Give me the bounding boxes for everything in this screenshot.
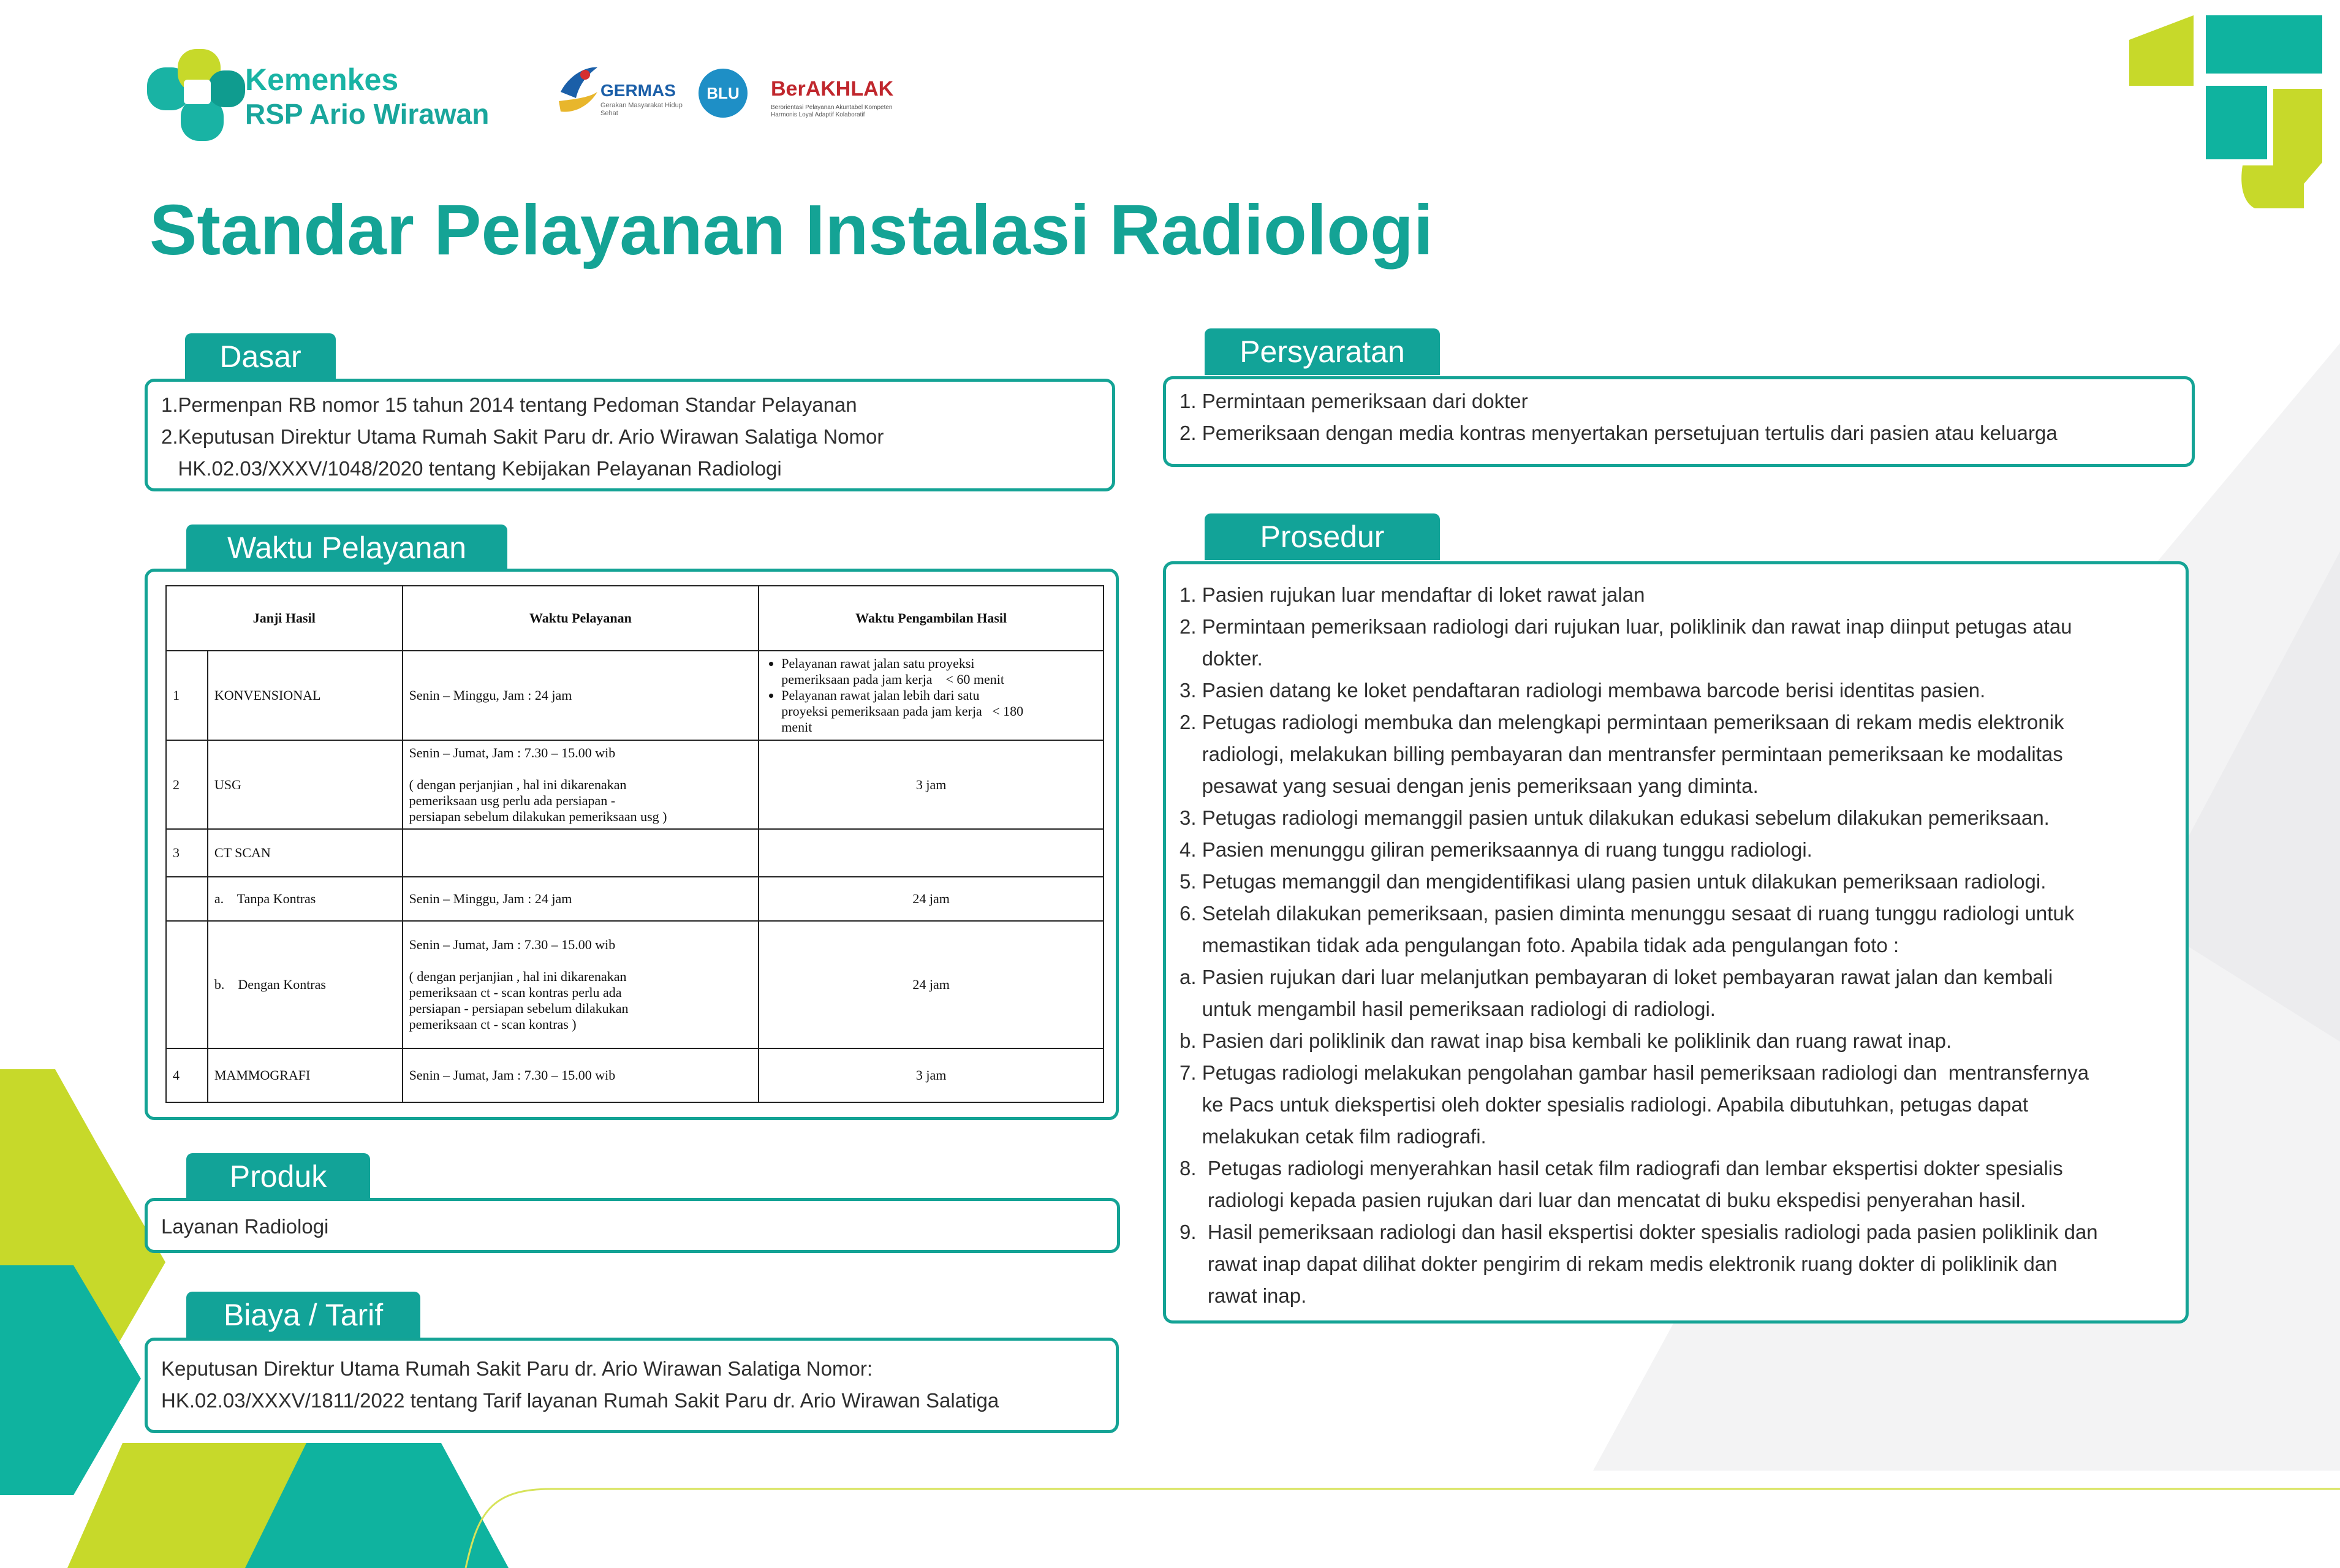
germas-tagline: Gerakan Masyarakat Hidup Sehat	[600, 102, 683, 117]
dasar-line: 2.Keputusan Direktur Utama Rumah Sakit Paru dr. Ario Wirawan Salatiga Nomor	[161, 425, 884, 448]
biaya-text	[161, 1353, 999, 1417]
row-name: a. Tanpa Kontras	[208, 877, 403, 921]
produk-text: Layanan Radiologi	[161, 1215, 329, 1238]
teal-diagonal	[2206, 86, 2267, 159]
row-name: MAMMOGRAFI	[208, 1048, 403, 1102]
kemenkes-logo-mark	[147, 49, 245, 141]
row-name: USG	[208, 740, 403, 829]
row-number: 3	[166, 829, 208, 877]
persyaratan-tab: Persyaratan	[1205, 328, 1440, 375]
table-row	[166, 921, 1104, 1048]
row-hasil: 3 jam	[759, 1048, 1104, 1102]
blu-logo	[699, 69, 748, 118]
row-number	[166, 921, 208, 1048]
prosedur-line: a. Pasien rujukan dari luar melanjutkan pembayaran di loket pembayaran rawat jalan dan kembali	[1179, 966, 2053, 988]
table-row	[166, 829, 1104, 877]
prosedur-line: 3. Petugas radiologi memanggil pasien untuk dilakukan edukasi sebelum dilakukan pemeriksaan.	[1179, 806, 2050, 829]
row-waktu: Senin – Minggu, Jam : 24 jam	[403, 877, 759, 921]
prosedur-line: 6. Setelah dilakukan pemeriksaan, pasien diminta menunggu sesaat di ruang tunggu radiologi untuk	[1179, 902, 2075, 925]
waktu-table	[165, 585, 1104, 1103]
row-name: b. Dengan Kontras	[208, 921, 403, 1048]
produk-tab: Produk	[186, 1153, 370, 1200]
header-janji-hasil: Janji Hasil	[166, 586, 403, 651]
table-row	[166, 651, 1104, 740]
lime-leaf-bottom	[2241, 165, 2304, 208]
prosedur-line: rawat inap dapat dilihat dokter pengirim di rekam medis elektronik ruang dokter di poliklinik dan	[1179, 1252, 2058, 1275]
dasar-line: HK.02.03/XXXV/1048/2020 tentang Kebijakan Pelayanan Radiologi	[161, 457, 782, 480]
produk-box	[145, 1198, 1120, 1253]
brand-name: Kemenkes	[245, 62, 399, 97]
table-header-row	[166, 586, 1104, 651]
row-waktu: Senin – Jumat, Jam : 7.30 – 15.00 wib	[403, 1048, 759, 1102]
dasar-line: 1.Permenpan RB nomor 15 tahun 2014 tentang Pedoman Standar Pelayanan	[161, 393, 857, 416]
prosedur-line: 2. Permintaan pemeriksaan radiologi dari rujukan luar, poliklinik dan rawat inap diinput petugas atau	[1179, 615, 2072, 638]
row-waktu: Senin – Jumat, Jam : 7.30 – 15.00 wib ( dengan perjanjian , hal ini dikarenakan pemeriksaan ct - scan kontras perlu ada persiapan - persiapan sebelum dilakukan pemeriksaan ct - scan kontras )	[403, 921, 759, 1048]
row-waktu: Senin – Minggu, Jam : 24 jam	[403, 651, 759, 740]
prosedur-line: untuk mengambil hasil pemeriksaan radiologi di radiologi.	[1179, 998, 1716, 1020]
row-name: KONVENSIONAL	[208, 651, 403, 740]
prosedur-line: b. Pasien dari poliklinik dan rawat inap bisa kembali ke poliklinik dan ruang rawat inap.	[1179, 1029, 1952, 1052]
prosedur-line: 4. Pasien menunggu giliran pemeriksaannya di ruang tunggu radiologi.	[1179, 838, 1812, 861]
row-number: 1	[166, 651, 208, 740]
prosedur-line: 7. Petugas radiologi melakukan pengolahan gambar hasil pemeriksaan radiologi dan mentransfernya	[1179, 1061, 2089, 1084]
table-row	[166, 1048, 1104, 1102]
row-hasil: 24 jam	[759, 877, 1104, 921]
row-number: 4	[166, 1048, 208, 1102]
prosedur-line: 5. Petugas memanggil dan mengidentifikasi ulang pasien untuk dilakukan pemeriksaan radiologi.	[1179, 870, 2047, 893]
row-hasil: 3 jam	[759, 740, 1104, 829]
hasil-bullets	[765, 656, 1097, 735]
persyaratan-line: 1. Permintaan pemeriksaan dari dokter	[1179, 390, 1528, 412]
lime-leaf-top	[2129, 15, 2194, 86]
brand-subtitle: RSP Ario Wirawan	[245, 98, 490, 130]
dasar-box	[145, 379, 1115, 491]
persyaratan-text	[1179, 385, 2058, 449]
prosedur-line: radiologi kepada pasien rujukan dari luar dan mencatat di buku ekspedisi penyerahan hasil.	[1179, 1189, 2026, 1211]
prosedur-line: rawat inap.	[1179, 1284, 1307, 1307]
prosedur-line: dokter.	[1179, 647, 1263, 670]
prosedur-line: 9. Hasil pemeriksaan radiologi dan hasil ekspertisi dokter spesialis radiologi pada pasien poliklinik dan	[1179, 1221, 2098, 1243]
row-hasil: 24 jam	[759, 921, 1104, 1048]
biaya-box	[145, 1338, 1119, 1433]
table-row	[166, 740, 1104, 829]
germas-logo-text: GERMAS	[600, 81, 676, 100]
row-number: 2	[166, 740, 208, 829]
prosedur-line: 8. Petugas radiologi menyerahkan hasil cetak film radiografi dan lembar ekspertisi dokter spesialis	[1179, 1157, 2063, 1180]
biaya-line: Keputusan Direktur Utama Rumah Sakit Paru dr. Ario Wirawan Salatiga Nomor:	[161, 1357, 873, 1380]
row-name: CT SCAN	[208, 829, 403, 877]
header-waktu-pengambilan: Waktu Pengambilan Hasil	[759, 586, 1104, 651]
persyaratan-box	[1163, 376, 2195, 467]
table-row	[166, 877, 1104, 921]
prosedur-line: ke Pacs untuk diekspertisi oleh dokter spesialis radiologi. Apabila dibutuhkan, petugas dapat	[1179, 1093, 2029, 1116]
header-waktu-pelayanan: Waktu Pelayanan	[403, 586, 759, 651]
dasar-text	[161, 389, 884, 485]
blu-logo-text: BLU	[706, 83, 740, 102]
biaya-tab: Biaya / Tarif	[186, 1292, 420, 1338]
row-hasil	[759, 829, 1104, 877]
row-waktu	[403, 829, 759, 877]
row-number	[166, 877, 208, 921]
lime-curve-line	[466, 1489, 2340, 1568]
prosedur-line: 1. Pasien rujukan luar mendaftar di loket rawat jalan	[1179, 583, 1645, 606]
prosedur-line: pesawat yang sesuai dengan jenis pemeriksaan yang diminta.	[1179, 775, 1759, 797]
hasil-bullet: • Pelayanan rawat jalan satu proyeksi pemeriksaan pada jam kerja < 60 menit	[781, 656, 1097, 687]
berakhlak-tagline: Berorientasi Pelayanan Akuntabel Kompeten Harmonis Loyal Adaptif Kolaboratif	[771, 104, 893, 118]
germas-logo-mark	[559, 67, 597, 112]
prosedur-line: melakukan cetak film radiografi.	[1179, 1125, 1486, 1148]
hasil-bullet: • Pelayanan rawat jalan lebih dari satu proyeksi pemeriksaan pada jam kerja < 180 menit	[781, 687, 1097, 735]
biaya-line: HK.02.03/XXXV/1811/2022 tentang Tarif layanan Rumah Sakit Paru dr. Ario Wirawan Salatiga	[161, 1389, 999, 1412]
row-hasil	[759, 651, 1104, 740]
prosedur-line: radiologi, melakukan billing pembayaran dan mentransfer permintaan pemeriksaan ke modalitas	[1179, 743, 2063, 765]
prosedur-line: memastikan tidak ada pengulangan foto. Apabila tidak ada pengulangan foto :	[1179, 934, 1899, 956]
row-waktu: Senin – Jumat, Jam : 7.30 – 15.00 wib ( dengan perjanjian , hal ini dikarenakan pemeriksaan usg perlu ada persiapan - persiapan sebelum dilakukan pemeriksaan usg )	[403, 740, 759, 829]
waktu-tab: Waktu Pelayanan	[186, 525, 507, 571]
dasar-tab: Dasar	[185, 333, 336, 380]
teal-square-top	[2206, 15, 2322, 74]
berakhlak-logo-text: BerAKHLAK	[771, 77, 894, 100]
page-title: Standar Pelayanan Instalasi Radiologi	[150, 190, 1434, 270]
persyaratan-line: 2. Pemeriksaan dengan media kontras menyertakan persetujuan tertulis dari pasien atau keluarga	[1179, 422, 2058, 444]
prosedur-tab: Prosedur	[1205, 513, 1440, 560]
prosedur-list	[1179, 579, 2098, 1312]
prosedur-line: 2. Petugas radiologi membuka dan melengkapi permintaan pemeriksaan di rekam medis elektronik	[1179, 711, 2064, 733]
prosedur-box	[1163, 561, 2189, 1324]
prosedur-line: 3. Pasien datang ke loket pendaftaran radiologi membawa barcode berisi identitas pasien.	[1179, 679, 1986, 702]
